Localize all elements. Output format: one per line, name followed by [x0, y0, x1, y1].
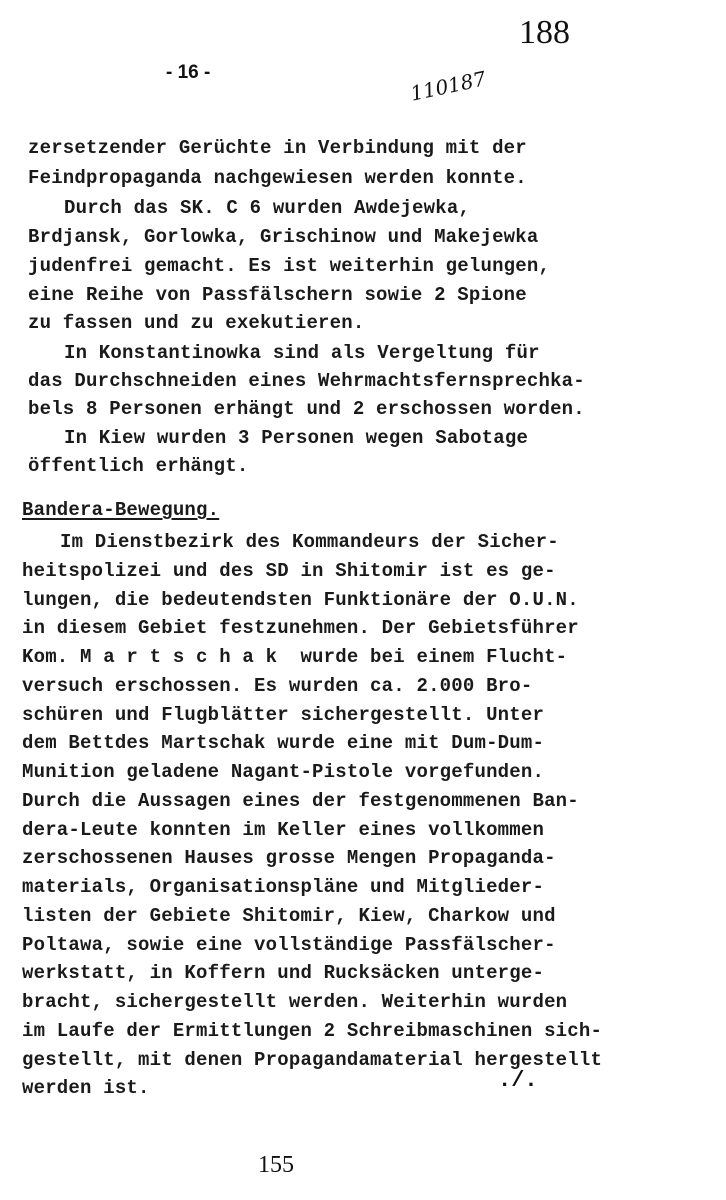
- archive-page-number: 188: [519, 14, 570, 51]
- text-line: schüren und Flugblätter sichergestellt. Unter: [22, 704, 545, 726]
- text-line: In Kiew wurden 3 Personen wegen Sabotage: [64, 427, 529, 449]
- text-line: bracht, sichergestellt werden. Weiterhin wurden: [22, 991, 568, 1013]
- text-line: Poltawa, sowie eine vollständige Passfälscher-: [22, 934, 556, 956]
- text-line: bels 8 Personen erhängt und 2 erschossen worden.: [28, 398, 585, 420]
- text-line: zersetzender Gerüchte in Verbindung mit der: [28, 137, 527, 159]
- footer-page-number: 155: [258, 1152, 294, 1178]
- end-mark: ./.: [498, 1068, 538, 1093]
- page-marker: - 16 -: [166, 62, 211, 83]
- text-line: dera-Leute konnten im Keller eines vollkommen: [22, 819, 545, 841]
- text-line: listen der Gebiete Shitomir, Kiew, Charkow und: [22, 905, 556, 927]
- text-line: das Durchschneiden eines Wehrmachtsfernsprechka-: [28, 370, 585, 392]
- handwritten-number: 110187: [408, 66, 489, 106]
- text-line: in diesem Gebiet festzunehmen. Der Gebietsführer: [22, 617, 579, 639]
- text-line: lungen, die bedeutendsten Funktionäre der O.U.N.: [22, 589, 579, 611]
- text-line: Kom. M a r t s c h a k wurde bei einem Flucht-: [22, 646, 568, 668]
- text-line: werkstatt, in Koffern und Rucksäcken unterge-: [22, 962, 545, 984]
- text-line: Durch das SK. C 6 wurden Awdejewka,: [64, 197, 471, 219]
- text-line: eine Reihe von Passfälschern sowie 2 Spione: [28, 284, 527, 306]
- text-line: gestellt, mit denen Propagandamaterial hergestellt: [22, 1049, 603, 1071]
- text-line: öffentlich erhängt.: [28, 455, 249, 477]
- text-line: Feindpropaganda nachgewiesen werden konnte.: [28, 167, 527, 189]
- section-heading: Bandera-Bewegung.: [22, 499, 220, 521]
- text-line: versuch erschossen. Es wurden ca. 2.000 Bro-: [22, 675, 533, 697]
- text-line: materials, Organisationspläne und Mitglieder-: [22, 876, 545, 898]
- text-line: Brdjansk, Gorlowka, Grischinow und Makejewka: [28, 226, 539, 248]
- text-line: heitspolizei und des SD in Shitomir ist es ge-: [22, 560, 556, 582]
- text-line: im Laufe der Ermittlungen 2 Schreibmaschinen sich-: [22, 1020, 603, 1042]
- text-line: zerschossenen Hauses grosse Mengen Propaganda-: [22, 847, 556, 869]
- text-line: Durch die Aussagen eines der festgenommenen Ban-: [22, 790, 579, 812]
- text-line: judenfrei gemacht. Es ist weiterhin gelungen,: [28, 255, 551, 277]
- text-line: Im Dienstbezirk des Kommandeurs der Sicher-: [60, 531, 559, 553]
- text-line: werden ist.: [22, 1077, 150, 1099]
- text-line: In Konstantinowka sind als Vergeltung für: [64, 342, 540, 364]
- text-line: zu fassen und zu exekutieren.: [28, 312, 365, 334]
- text-line: Munition geladene Nagant-Pistole vorgefunden.: [22, 761, 545, 783]
- text-line: dem Bettdes Martschak wurde eine mit Dum-Dum-: [22, 732, 545, 754]
